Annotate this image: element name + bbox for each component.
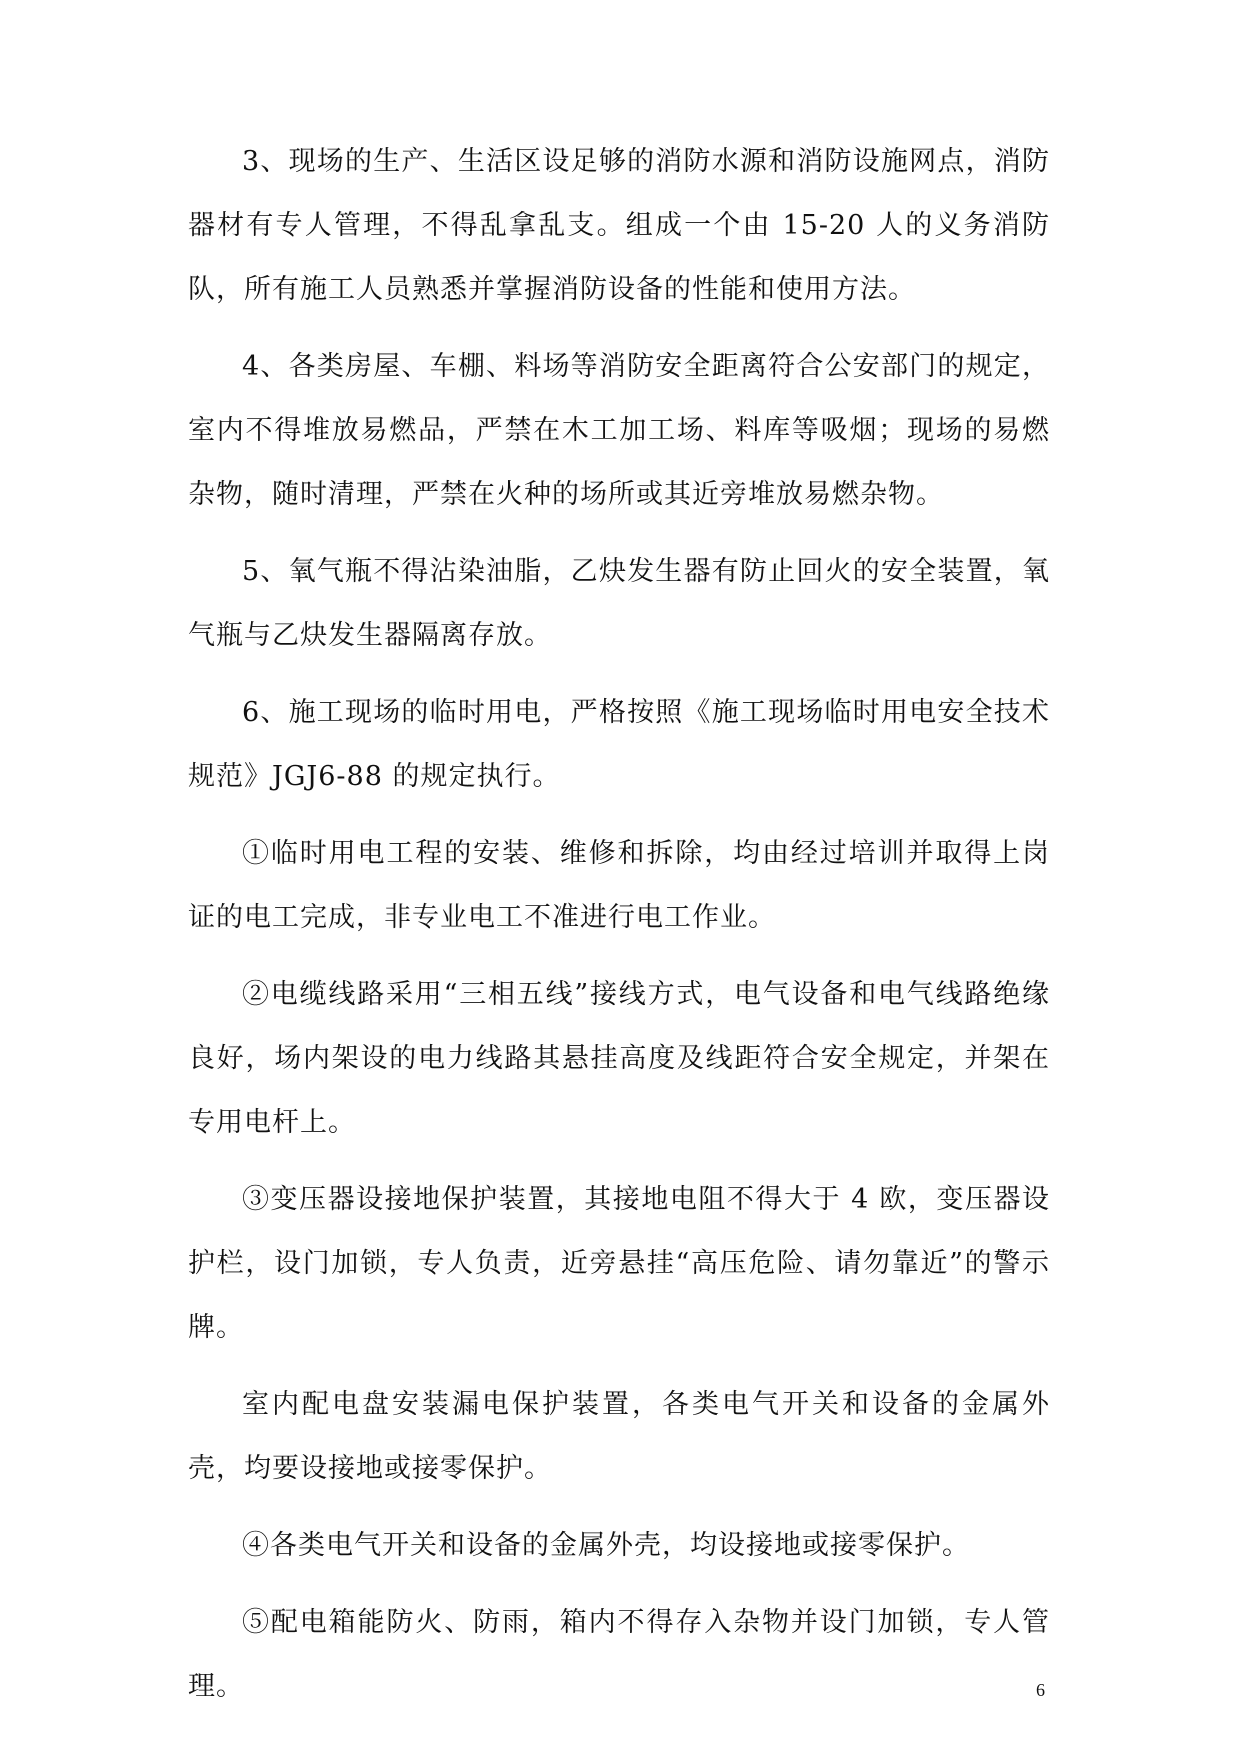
paragraph-oxygen-acetylene: 5、氧气瓶不得沾染油脂，乙炔发生器有防止回火的安全装置，氧气瓶与乙炔发生器隔离存放。 (188, 556, 1050, 651)
paragraph-transformer-protection: ③变压器设接地保护装置，其接地电阻不得大于 4 欧，变压器设护栏，设门加锁，专人负责，近旁悬挂“高压危险、请勿靠近”的警示牌。 (188, 1184, 1050, 1343)
paragraph-distribution-box: ⑤配电箱能防火、防雨，箱内不得存入杂物并设门加锁，专人管理。 (188, 1607, 1050, 1702)
paragraph-grounding: ④各类电气开关和设备的金属外壳，均设接地或接零保护。 (242, 1530, 970, 1561)
document-body (188, 130, 1050, 1732)
paragraph-cable-wiring: ②电缆线路采用“三相五线”接线方式，电气设备和电气线路绝缘良好，场内架设的电力线路其悬挂高度及线距符合安全规定，并架在专用电杆上。 (188, 979, 1050, 1138)
paragraph-fire-water-source: 3、现场的生产、生活区设足够的消防水源和消防设施网点，消防器材有专人管理，不得乱拿乱支。组成一个由 15-20 人的义务消防队，所有施工人员熟悉并掌握消防设备的性能和使用方法。 (188, 146, 1050, 305)
paragraph-indoor-distribution: 室内配电盘安装漏电保护装置，各类电气开关和设备的金属外壳，均要设接地或接零保护。 (188, 1389, 1050, 1484)
page-number: 6 (1036, 1680, 1045, 1700)
paragraph-temporary-electricity: 6、施工现场的临时用电，严格按照《施工现场临时用电安全技术规范》JGJ6-88 的规定执行。 (188, 697, 1050, 792)
paragraph-electrician-qualification: ①临时用电工程的安装、维修和拆除，均由经过培训并取得上岗证的电工完成，非专业电工不准进行电工作业。 (188, 838, 1050, 933)
paragraph-fire-safety-distance: 4、各类房屋、车棚、料场等消防安全距离符合公安部门的规定，室内不得堆放易燃品，严禁在木工加工场、料库等吸烟；现场的易燃杂物，随时清理，严禁在火种的场所或其近旁堆放易燃杂物。 (188, 351, 1050, 510)
